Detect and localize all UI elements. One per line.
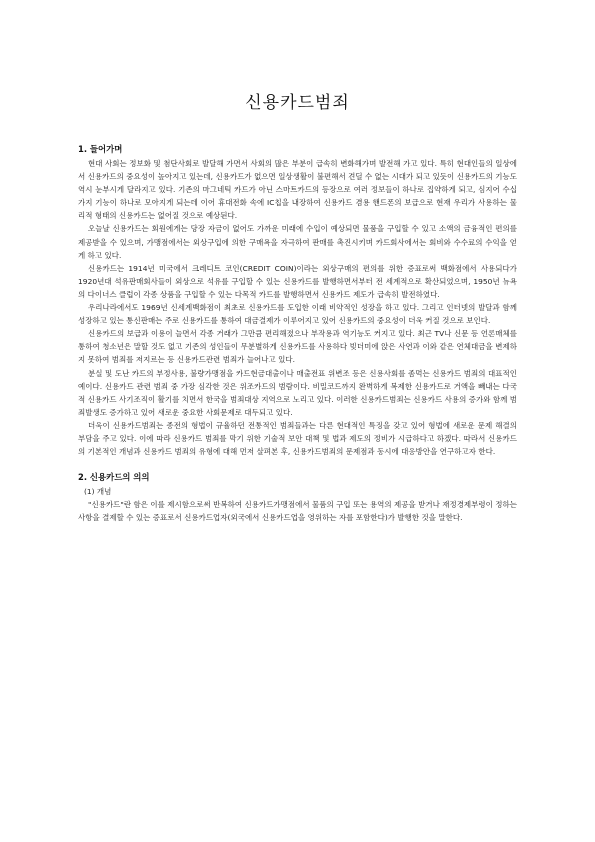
paragraph: "신용카드"란 함은 이를 제시함으로써 반복하여 신용카드가맹점에서 물품의 구입 또는 용역의 제공을 받거나 재정경제부령이 정하는 사항을 결제할 수 있는 증표로서 신용카드업자(외국에서 신용카드업을 영위하는 자를 포함한다)가 발행한 것을 말한다. [78, 500, 517, 523]
paragraph: 현대 사회는 정보화 및 첨단사회로 발달해 가면서 사회의 많은 부분이 급속히 변화해가며 발전해 가고 있다. 특히 현대인들의 일상에서 신용카드의 중요성이 높아지고 있는데, 신용카드가 없으면 일상생활이 불편해서 견딜 수 없는 시대가 되고 있듯이 신용카드의 기능도 역시 눈부시게 달라지고 있다. 기존의 마그네틱 카드가 아닌 스마트카드의 등장으로 여러 정보들이 하나로 집약하게 되고, 심지어 수십 가지 기능이 하나로 모아지게 되는데 이어 휴대전화 속에 IC칩을 내장하여 신용카드 겸용 핸드폰의 보급으로 현재 우리가 사용하는 물리적 형태의 신용카드는 없어질 것으로 예상된다. [78, 159, 517, 221]
section-heading: 1. 들어가며 [78, 144, 123, 154]
subsection-heading: (1) 개념 [84, 487, 112, 497]
paragraph: 신용카드의 보급과 이용이 늘면서 각종 거래가 그만큼 편리해졌으나 부작용과 역기능도 커지고 있다. 최근 TV나 신문 등 언론매체를 통하여 청소년은 말할 것도 없고 기존의 성인들이 무분별하게 신용카드를 사용하다 빚더미에 앉은 사연과 이와 같은 연체대금을 변제하지 못하여 범죄를 저지르는 등 신용카드관련 범죄가 늘어나고 있다. [78, 329, 517, 365]
paragraph: 오늘날 신용카드는 회원에게는 당장 자금이 없어도 가까운 미래에 수입이 예상되면 물품을 구입할 수 있고 소액의 금융적인 편의를 제공받을 수 있으며, 가맹점에서는 외상구입에 의한 구매욕을 자극하여 판매를 촉진시키며 카드회사에서는 회비와 수수료의 수익을 얻게 하고 있다. [78, 224, 517, 260]
section-introduction [78, 143, 517, 458]
paragraph: 우리나라에서도 1969년 신세계백화점이 최초로 신용카드를 도입한 이래 비약적인 성장을 하고 있다. 그리고 인터넷의 발달과 함께 성장하고 있는 통신판매는 주로 신용카드를 통하여 대금결제가 이루어지고 있어 신용카드의 중요성이 더욱 커질 것으로 보인다. [78, 303, 517, 326]
section-heading: 2. 신용카드의 의의 [78, 472, 150, 483]
paragraph: 더욱이 신용카드범죄는 종전의 형법이 규율하던 전통적인 범죄들과는 다른 현대적인 특징을 갖고 있어 형법에 새로운 문제 해결의 부담을 주고 있다. 이에 따라 신용카드 범죄를 막기 위한 기술적 보안 대책 및 법과 제도의 정비가 시급하다고 하겠다. 따라서 신용카드의 기본적인 개념과 신용카드 범죄의 유형에 대해 먼저 살펴본 후, 신용카드범죄의 문제점과 동시에 대응방안을 연구하고자 한다. [78, 420, 517, 457]
paragraph: 분실 및 도난 카드의 부정사용, 불량가맹점을 카드현금대출이나 매출전표 위변조 등은 신용사회를 좀먹는 신용카드 범죄의 대표적인 예이다. 신용카드 관련 범죄 중 가장 심각한 것은 위조카드의 범람이다. 비밀코드까지 완벽하게 복제한 신용카드로 거액을 빼내는 다국적 신용카드 사기조직이 활기를 치면서 한국을 범죄대상 지역으로 노리고 있다. 이러한 신용카드범죄는 신용카드 사용의 증가와 함께 범죄발생도 증가하고 있어 새로운 중요한 사회문제로 대두되고 있다. [78, 368, 517, 417]
document-title: 신용카드범죄 [245, 93, 350, 113]
section-spacer [78, 458, 517, 471]
section-meaning [78, 471, 517, 524]
paragraph: 신용카드는 1914년 미국에서 크레디트 코인(CREDIT COIN)이라는 외상구매의 편의를 위한 증표로써 백화점에서 사용되다가 1920년대 석유판매회사들이 외상으로 석유를 구입할 수 있는 신용카드를 발행하면서부터 전 세계적으로 확산되었으며, 1950년 뉴욕의 다이너스 클럽이 각종 상품을 구입할 수 있는 다목적 카드를 발행하면서 신용카드 제도가 급속히 발전하였다. [78, 263, 517, 299]
